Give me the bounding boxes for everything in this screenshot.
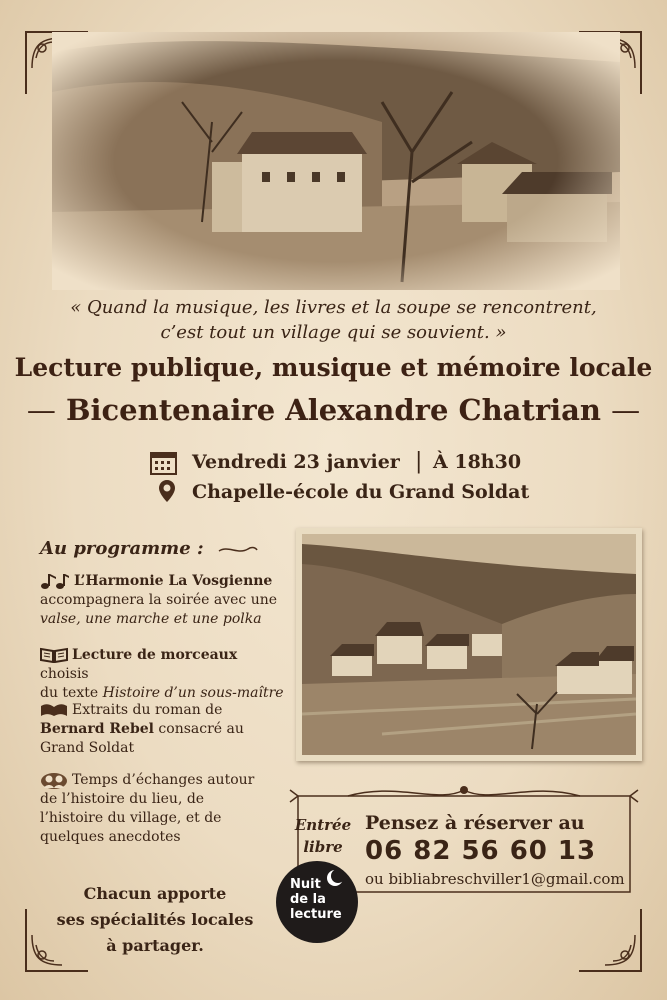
book-icon — [40, 703, 68, 717]
item-3-text1: consacré au — [153, 721, 244, 737]
program-heading: Au programme : — [40, 538, 204, 559]
item-3-text2: Grand Soldat — [40, 740, 135, 756]
item-2-bold: Lecture de morceaux — [72, 647, 238, 663]
program-item-roman — [40, 701, 290, 758]
event-time: À 18h30 — [433, 451, 522, 473]
flourish-icon — [218, 543, 258, 555]
hero-village-photo — [52, 32, 620, 290]
event-subtitle — [0, 393, 667, 427]
footer-line-2: ses spécialités locales — [56, 910, 254, 929]
reservation-email[interactable]: ou bibliabreschviller1@gmail.com — [365, 870, 625, 888]
ornament-bottom-right-icon — [575, 905, 645, 975]
item-4-text1: de l’histoire du lieu, de — [40, 791, 205, 807]
item-2-italic: Histoire d’un sous-maître — [102, 685, 284, 701]
valley-village-photo — [302, 534, 636, 755]
village-photo-frame — [296, 528, 642, 761]
item-4-text0: Temps d’échanges autour — [72, 772, 255, 788]
logo-line-3: lecture — [290, 907, 342, 922]
footer-message — [50, 881, 260, 959]
reservation-phone[interactable]: 06 82 56 60 13 — [365, 836, 597, 866]
location-pin-icon — [158, 479, 176, 503]
item-1-italic: valse, une marche et une polka — [40, 611, 262, 627]
footer-line-1: Chacun apporte — [83, 884, 227, 903]
logo-line-1: Nuit — [290, 877, 321, 892]
calendar-icon — [150, 450, 177, 475]
program-item-lecture — [40, 646, 290, 703]
footer-line-3: à partager. — [106, 936, 204, 955]
people-icon — [40, 770, 68, 790]
item-2-text1: choisis — [40, 666, 89, 682]
item-2-text2: du texte — [40, 685, 103, 701]
event-title: Lecture publique, musique et mémoire locale — [14, 353, 653, 382]
entree-line-2: libre — [303, 838, 343, 856]
event-place: Chapelle-école du Grand Soldat — [192, 481, 530, 503]
item-4-text2: l’histoire du village, et de — [40, 810, 222, 826]
dash-left: — — [26, 393, 56, 427]
entree-line-1: Entrée — [294, 816, 352, 834]
item-4-text3: quelques anecdotes — [40, 829, 181, 845]
event-date: Vendredi 23 janvier — [192, 451, 400, 473]
date-separator: | — [415, 449, 423, 474]
item-3-bold: Bernard Rebel — [40, 721, 154, 737]
reservation-label: Pensez à réserver au — [365, 812, 585, 834]
nuit-de-la-lecture-logo — [276, 861, 358, 943]
free-entry — [292, 814, 354, 858]
item-3-text0: Extraits du roman de — [72, 702, 223, 718]
logo-line-2: de la — [290, 892, 326, 907]
item-1-text: accompagnera la soirée avec une — [40, 592, 278, 608]
dash-right: — — [611, 393, 641, 427]
music-notes-icon — [40, 572, 70, 590]
item-1-bold: L’Harmonie La Vosgienne — [74, 573, 273, 589]
quote-line-1: « Quand la musique, les livres et la soupe se rencontrent, — [70, 297, 597, 318]
program-item-echanges — [40, 770, 290, 847]
program-item-harmonie — [40, 572, 290, 629]
subtitle-text: Bicentenaire Alexandre Chatrian — [65, 393, 602, 427]
quote-line-2: c’est tout un village qui se souvient. » — [160, 322, 507, 343]
open-book-icon — [40, 647, 68, 663]
